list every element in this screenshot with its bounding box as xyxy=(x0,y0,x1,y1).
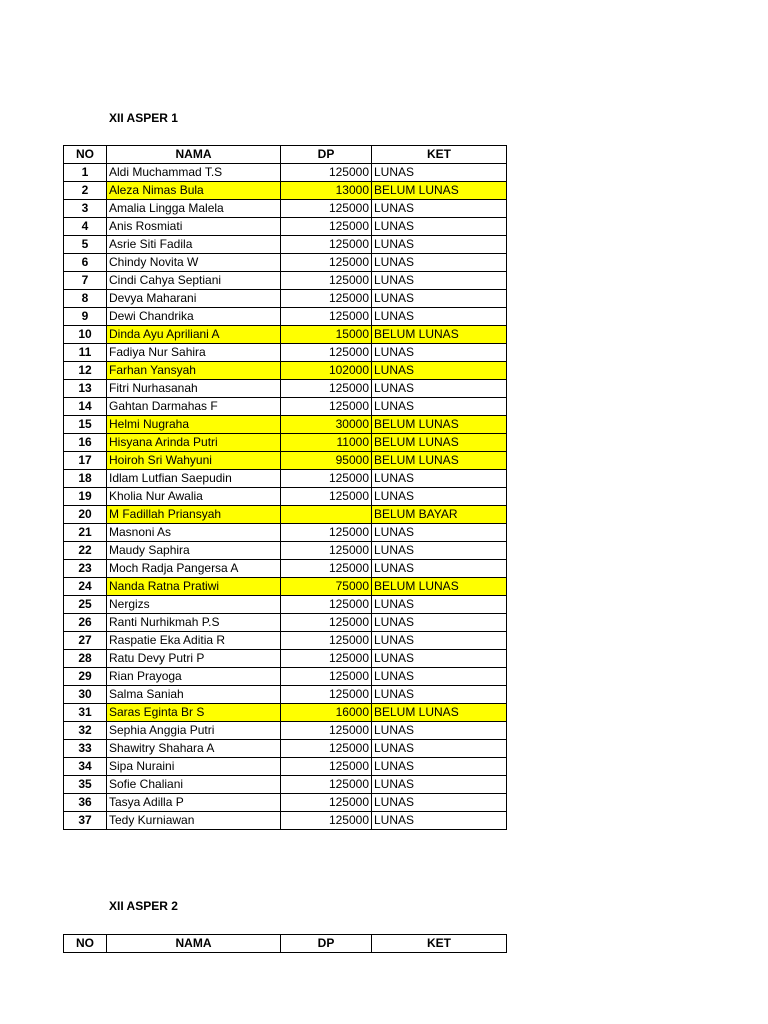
table-row xyxy=(64,740,507,758)
cell-nama[interactable]: Asrie Siti Fadila xyxy=(107,236,281,254)
cell-no[interactable]: 6 xyxy=(64,254,107,272)
cell-dp[interactable]: 125000 xyxy=(281,596,372,614)
cell-nama[interactable]: M Fadillah Priansyah xyxy=(107,506,281,524)
table-row xyxy=(64,794,507,812)
cell-nama[interactable]: Hisyana Arinda Putri xyxy=(107,434,281,452)
cell-no[interactable]: 22 xyxy=(64,542,107,560)
cell-nama[interactable]: Sephia Anggia Putri xyxy=(107,722,281,740)
table-row xyxy=(64,308,507,326)
cell-ket[interactable]: LUNAS xyxy=(372,218,507,236)
cell-dp[interactable]: 125000 xyxy=(281,758,372,776)
table-body xyxy=(64,164,507,830)
cell-ket[interactable]: LUNAS xyxy=(372,686,507,704)
table-row xyxy=(64,344,507,362)
table-row xyxy=(64,254,507,272)
cell-ket[interactable]: LUNAS xyxy=(372,758,507,776)
section-title-asper-1: XII ASPER 1 xyxy=(109,111,178,125)
table-row xyxy=(64,218,507,236)
cell-ket[interactable]: BELUM LUNAS xyxy=(372,434,507,452)
cell-no[interactable]: 23 xyxy=(64,560,107,578)
header-ket[interactable]: KET xyxy=(372,146,507,164)
cell-ket[interactable]: LUNAS xyxy=(372,596,507,614)
cell-no[interactable]: 25 xyxy=(64,596,107,614)
cell-dp[interactable]: 15000 xyxy=(281,326,372,344)
table-row xyxy=(64,560,507,578)
cell-ket[interactable]: LUNAS xyxy=(372,614,507,632)
cell-nama[interactable]: Dinda Ayu Apriliani A xyxy=(107,326,281,344)
cell-dp[interactable]: 125000 xyxy=(281,740,372,758)
table-row xyxy=(64,182,507,200)
cell-nama[interactable]: Tasya Adilla P xyxy=(107,794,281,812)
cell-ket[interactable]: BELUM LUNAS xyxy=(372,326,507,344)
cell-dp[interactable] xyxy=(281,506,372,524)
cell-dp[interactable]: 95000 xyxy=(281,452,372,470)
cell-nama[interactable]: Amalia Lingga Malela xyxy=(107,200,281,218)
cell-ket[interactable]: BELUM LUNAS xyxy=(372,416,507,434)
cell-no[interactable]: 12 xyxy=(64,362,107,380)
cell-nama[interactable]: Moch Radja Pangersa A xyxy=(107,560,281,578)
cell-nama[interactable]: Devya Maharani xyxy=(107,290,281,308)
cell-no[interactable]: 11 xyxy=(64,344,107,362)
cell-ket[interactable]: BELUM LUNAS xyxy=(372,578,507,596)
cell-nama[interactable]: Nergizs xyxy=(107,596,281,614)
cell-no[interactable]: 18 xyxy=(64,470,107,488)
cell-no[interactable]: 37 xyxy=(64,812,107,830)
cell-nama[interactable]: Nanda Ratna Pratiwi xyxy=(107,578,281,596)
table-row xyxy=(64,326,507,344)
cell-ket[interactable]: LUNAS xyxy=(372,740,507,758)
cell-nama[interactable]: Helmi Nugraha xyxy=(107,416,281,434)
cell-ket[interactable]: LUNAS xyxy=(372,524,507,542)
cell-no[interactable]: 20 xyxy=(64,506,107,524)
cell-nama[interactable]: Fadiya Nur Sahira xyxy=(107,344,281,362)
cell-dp[interactable]: 125000 xyxy=(281,470,372,488)
table-row xyxy=(64,542,507,560)
cell-dp[interactable]: 125000 xyxy=(281,254,372,272)
cell-dp[interactable]: 125000 xyxy=(281,200,372,218)
cell-dp[interactable]: 125000 xyxy=(281,488,372,506)
table-row xyxy=(64,668,507,686)
table-row xyxy=(64,380,507,398)
cell-no[interactable]: 30 xyxy=(64,686,107,704)
payment-table-asper-2 xyxy=(63,934,507,953)
cell-ket[interactable]: LUNAS xyxy=(372,236,507,254)
cell-ket[interactable]: LUNAS xyxy=(372,650,507,668)
cell-dp[interactable]: 125000 xyxy=(281,812,372,830)
cell-ket[interactable]: LUNAS xyxy=(372,776,507,794)
section-title-asper-2: XII ASPER 2 xyxy=(109,899,178,913)
table-row xyxy=(64,362,507,380)
cell-nama[interactable]: Fitri Nurhasanah xyxy=(107,380,281,398)
cell-no[interactable]: 36 xyxy=(64,794,107,812)
cell-no[interactable]: 4 xyxy=(64,218,107,236)
cell-no[interactable]: 24 xyxy=(64,578,107,596)
table-row xyxy=(64,758,507,776)
cell-dp[interactable]: 13000 xyxy=(281,182,372,200)
table-row xyxy=(64,650,507,668)
cell-dp[interactable]: 30000 xyxy=(281,416,372,434)
table-row xyxy=(64,272,507,290)
cell-dp[interactable]: 125000 xyxy=(281,164,372,182)
cell-dp[interactable]: 125000 xyxy=(281,290,372,308)
cell-ket[interactable]: LUNAS xyxy=(372,380,507,398)
cell-no[interactable]: 16 xyxy=(64,434,107,452)
table-row xyxy=(64,776,507,794)
cell-no[interactable]: 32 xyxy=(64,722,107,740)
cell-nama[interactable]: Maudy Saphira xyxy=(107,542,281,560)
cell-no[interactable]: 35 xyxy=(64,776,107,794)
cell-nama[interactable]: Aleza Nimas Bula xyxy=(107,182,281,200)
cell-nama[interactable]: Rian Prayoga xyxy=(107,668,281,686)
table-row xyxy=(64,200,507,218)
cell-dp[interactable]: 125000 xyxy=(281,542,372,560)
cell-dp[interactable]: 125000 xyxy=(281,668,372,686)
cell-dp[interactable]: 75000 xyxy=(281,578,372,596)
cell-ket[interactable]: LUNAS xyxy=(372,632,507,650)
cell-no[interactable]: 10 xyxy=(64,326,107,344)
cell-dp[interactable]: 125000 xyxy=(281,380,372,398)
cell-ket[interactable]: LUNAS xyxy=(372,272,507,290)
cell-dp[interactable]: 125000 xyxy=(281,614,372,632)
header-nama[interactable]: NAMA xyxy=(107,935,281,953)
cell-dp[interactable]: 16000 xyxy=(281,704,372,722)
cell-ket[interactable]: LUNAS xyxy=(372,668,507,686)
cell-nama[interactable]: Tedy Kurniawan xyxy=(107,812,281,830)
cell-nama[interactable]: Salma Saniah xyxy=(107,686,281,704)
cell-ket[interactable]: BELUM BAYAR xyxy=(372,506,507,524)
cell-nama[interactable]: Dewi Chandrika xyxy=(107,308,281,326)
cell-nama[interactable]: Chindy Novita W xyxy=(107,254,281,272)
cell-ket[interactable]: LUNAS xyxy=(372,722,507,740)
table-row xyxy=(64,578,507,596)
cell-nama[interactable]: Masnoni As xyxy=(107,524,281,542)
cell-ket[interactable]: LUNAS xyxy=(372,794,507,812)
cell-dp[interactable]: 125000 xyxy=(281,308,372,326)
cell-no[interactable]: 13 xyxy=(64,380,107,398)
table-row xyxy=(64,290,507,308)
table-row xyxy=(64,398,507,416)
cell-dp[interactable]: 125000 xyxy=(281,794,372,812)
cell-ket[interactable]: LUNAS xyxy=(372,164,507,182)
cell-nama[interactable]: Gahtan Darmahas F xyxy=(107,398,281,416)
table-row xyxy=(64,416,507,434)
header-no[interactable]: NO xyxy=(64,935,107,953)
cell-ket[interactable]: LUNAS xyxy=(372,812,507,830)
cell-no[interactable]: 19 xyxy=(64,488,107,506)
header-dp[interactable]: DP xyxy=(281,146,372,164)
table-row xyxy=(64,704,507,722)
table-row xyxy=(64,434,507,452)
cell-nama[interactable]: Anis Rosmiati xyxy=(107,218,281,236)
cell-no[interactable]: 5 xyxy=(64,236,107,254)
table-header-row xyxy=(64,935,507,953)
cell-nama[interactable]: Ratu Devy Putri P xyxy=(107,650,281,668)
header-no[interactable]: NO xyxy=(64,146,107,164)
cell-no[interactable]: 14 xyxy=(64,398,107,416)
header-ket[interactable]: KET xyxy=(372,935,507,953)
cell-nama[interactable]: Farhan Yansyah xyxy=(107,362,281,380)
table-header-row xyxy=(64,146,507,164)
cell-dp[interactable]: 125000 xyxy=(281,776,372,794)
cell-no[interactable]: 28 xyxy=(64,650,107,668)
cell-ket[interactable]: LUNAS xyxy=(372,398,507,416)
cell-dp[interactable]: 125000 xyxy=(281,560,372,578)
cell-no[interactable]: 31 xyxy=(64,704,107,722)
cell-dp[interactable]: 125000 xyxy=(281,686,372,704)
cell-dp[interactable]: 125000 xyxy=(281,524,372,542)
cell-no[interactable]: 8 xyxy=(64,290,107,308)
cell-dp[interactable]: 125000 xyxy=(281,344,372,362)
table-row xyxy=(64,722,507,740)
cell-nama[interactable]: Shawitry Shahara A xyxy=(107,740,281,758)
table-row xyxy=(64,452,507,470)
cell-ket[interactable]: BELUM LUNAS xyxy=(372,704,507,722)
cell-nama[interactable]: Aldi Muchammad T.S xyxy=(107,164,281,182)
table-row xyxy=(64,632,507,650)
payment-table-asper-1 xyxy=(63,145,507,830)
cell-dp[interactable]: 125000 xyxy=(281,650,372,668)
cell-ket[interactable]: LUNAS xyxy=(372,344,507,362)
table-row xyxy=(64,596,507,614)
cell-no[interactable]: 3 xyxy=(64,200,107,218)
table-row xyxy=(64,236,507,254)
table-row xyxy=(64,470,507,488)
cell-dp[interactable]: 125000 xyxy=(281,398,372,416)
cell-no[interactable]: 1 xyxy=(64,164,107,182)
cell-dp[interactable]: 125000 xyxy=(281,722,372,740)
cell-dp[interactable]: 125000 xyxy=(281,632,372,650)
cell-ket[interactable]: BELUM LUNAS xyxy=(372,182,507,200)
cell-dp[interactable]: 125000 xyxy=(281,218,372,236)
cell-no[interactable]: 27 xyxy=(64,632,107,650)
cell-nama[interactable]: Sofie Chaliani xyxy=(107,776,281,794)
cell-no[interactable]: 15 xyxy=(64,416,107,434)
cell-ket[interactable]: LUNAS xyxy=(372,200,507,218)
cell-dp[interactable]: 11000 xyxy=(281,434,372,452)
cell-nama[interactable]: Idlam Lutfian Saepudin xyxy=(107,470,281,488)
cell-nama[interactable]: Raspatie Eka Aditia R xyxy=(107,632,281,650)
table-row xyxy=(64,488,507,506)
cell-nama[interactable]: Saras Eginta Br S xyxy=(107,704,281,722)
cell-nama[interactable]: Hoiroh Sri Wahyuni xyxy=(107,452,281,470)
cell-nama[interactable]: Kholia Nur Awalia xyxy=(107,488,281,506)
cell-ket[interactable]: LUNAS xyxy=(372,488,507,506)
cell-no[interactable]: 21 xyxy=(64,524,107,542)
cell-no[interactable]: 2 xyxy=(64,182,107,200)
table-row xyxy=(64,812,507,830)
cell-ket[interactable]: LUNAS xyxy=(372,470,507,488)
cell-dp[interactable]: 125000 xyxy=(281,236,372,254)
table-row xyxy=(64,524,507,542)
cell-ket[interactable]: LUNAS xyxy=(372,560,507,578)
cell-ket[interactable]: LUNAS xyxy=(372,290,507,308)
cell-ket[interactable]: LUNAS xyxy=(372,542,507,560)
cell-ket[interactable]: LUNAS xyxy=(372,254,507,272)
cell-no[interactable]: 7 xyxy=(64,272,107,290)
table-row xyxy=(64,614,507,632)
cell-ket[interactable]: LUNAS xyxy=(372,308,507,326)
cell-no[interactable]: 17 xyxy=(64,452,107,470)
cell-dp[interactable]: 125000 xyxy=(281,272,372,290)
cell-dp[interactable]: 102000 xyxy=(281,362,372,380)
cell-no[interactable]: 33 xyxy=(64,740,107,758)
table-row xyxy=(64,164,507,182)
cell-no[interactable]: 26 xyxy=(64,614,107,632)
header-nama[interactable]: NAMA xyxy=(107,146,281,164)
cell-ket[interactable]: BELUM LUNAS xyxy=(372,452,507,470)
cell-nama[interactable]: Sipa Nuraini xyxy=(107,758,281,776)
table-row xyxy=(64,686,507,704)
cell-nama[interactable]: Cindi Cahya Septiani xyxy=(107,272,281,290)
cell-no[interactable]: 29 xyxy=(64,668,107,686)
cell-nama[interactable]: Ranti Nurhikmah P.S xyxy=(107,614,281,632)
cell-no[interactable]: 34 xyxy=(64,758,107,776)
header-dp[interactable]: DP xyxy=(281,935,372,953)
cell-ket[interactable]: LUNAS xyxy=(372,362,507,380)
cell-no[interactable]: 9 xyxy=(64,308,107,326)
table-row xyxy=(64,506,507,524)
